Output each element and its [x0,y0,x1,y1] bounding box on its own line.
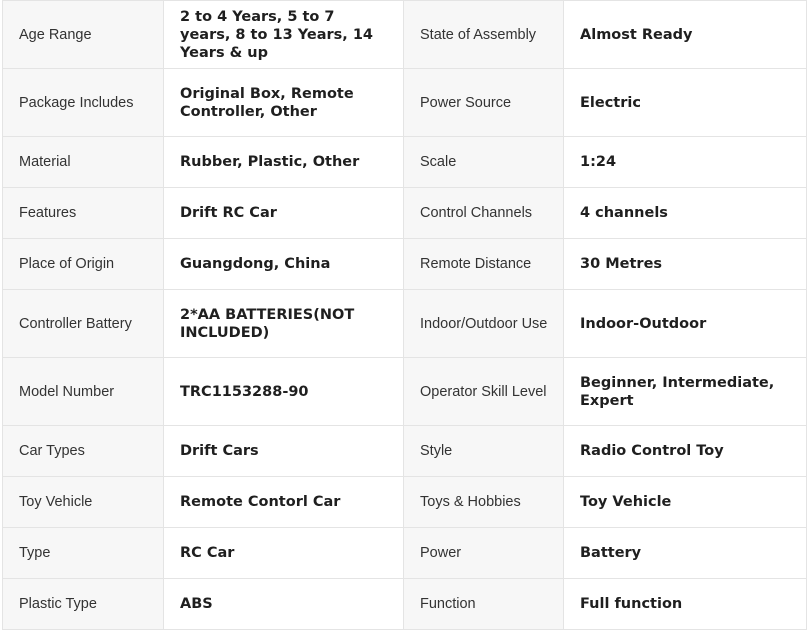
attribute-value: Rubber, Plastic, Other [164,137,404,188]
attribute-name: State of Assembly [404,1,564,69]
attribute-value: Original Box, Remote Controller, Other [164,69,404,137]
attribute-value: Full function [564,579,807,630]
attribute-value: Toy Vehicle [564,477,807,528]
attribute-name: Place of Origin [3,239,164,290]
table-row [3,69,807,137]
attribute-name: Function [404,579,564,630]
attribute-name: Operator Skill Level [404,358,564,426]
attribute-name: Material [3,137,164,188]
attribute-value: 2 to 4 Years, 5 to 7 years, 8 to 13 Years, 14 Years & up [164,1,404,69]
attribute-name: Style [404,426,564,477]
attribute-name: Age Range [3,1,164,69]
attribute-name: Model Number [3,358,164,426]
table-row [3,579,807,630]
table-row [3,358,807,426]
attribute-value: Drift Cars [164,426,404,477]
attribute-value: 4 channels [564,188,807,239]
attribute-value: Beginner, Intermediate, Expert [564,358,807,426]
attribute-value: 2*AA BATTERIES(NOT INCLUDED) [164,290,404,358]
table-row [3,188,807,239]
attribute-value: Radio Control Toy [564,426,807,477]
attribute-value: Guangdong, China [164,239,404,290]
attribute-value: Battery [564,528,807,579]
table-row [3,137,807,188]
attribute-value: 1:24 [564,137,807,188]
attribute-name: Control Channels [404,188,564,239]
attribute-value: Drift RC Car [164,188,404,239]
attribute-value: TRC1153288-90 [164,358,404,426]
attribute-name: Package Includes [3,69,164,137]
table-row [3,477,807,528]
table-row [3,1,807,69]
attribute-name: Remote Distance [404,239,564,290]
attribute-name: Power Source [404,69,564,137]
attribute-value: Electric [564,69,807,137]
attribute-name: Plastic Type [3,579,164,630]
attribute-name: Power [404,528,564,579]
attribute-name: Toy Vehicle [3,477,164,528]
attribute-name: Indoor/Outdoor Use [404,290,564,358]
specifications-table [2,0,807,630]
attribute-name: Type [3,528,164,579]
attribute-name: Car Types [3,426,164,477]
attribute-name: Toys & Hobbies [404,477,564,528]
table-row [3,290,807,358]
attribute-value: 30 Metres [564,239,807,290]
attribute-value: Remote Contorl Car [164,477,404,528]
attribute-name: Scale [404,137,564,188]
attribute-value: Almost Ready [564,1,807,69]
table-row [3,528,807,579]
attribute-value: Indoor-Outdoor [564,290,807,358]
attribute-value: ABS [164,579,404,630]
attribute-value: RC Car [164,528,404,579]
table-row [3,426,807,477]
table-row [3,239,807,290]
attribute-name: Controller Battery [3,290,164,358]
attribute-name: Features [3,188,164,239]
